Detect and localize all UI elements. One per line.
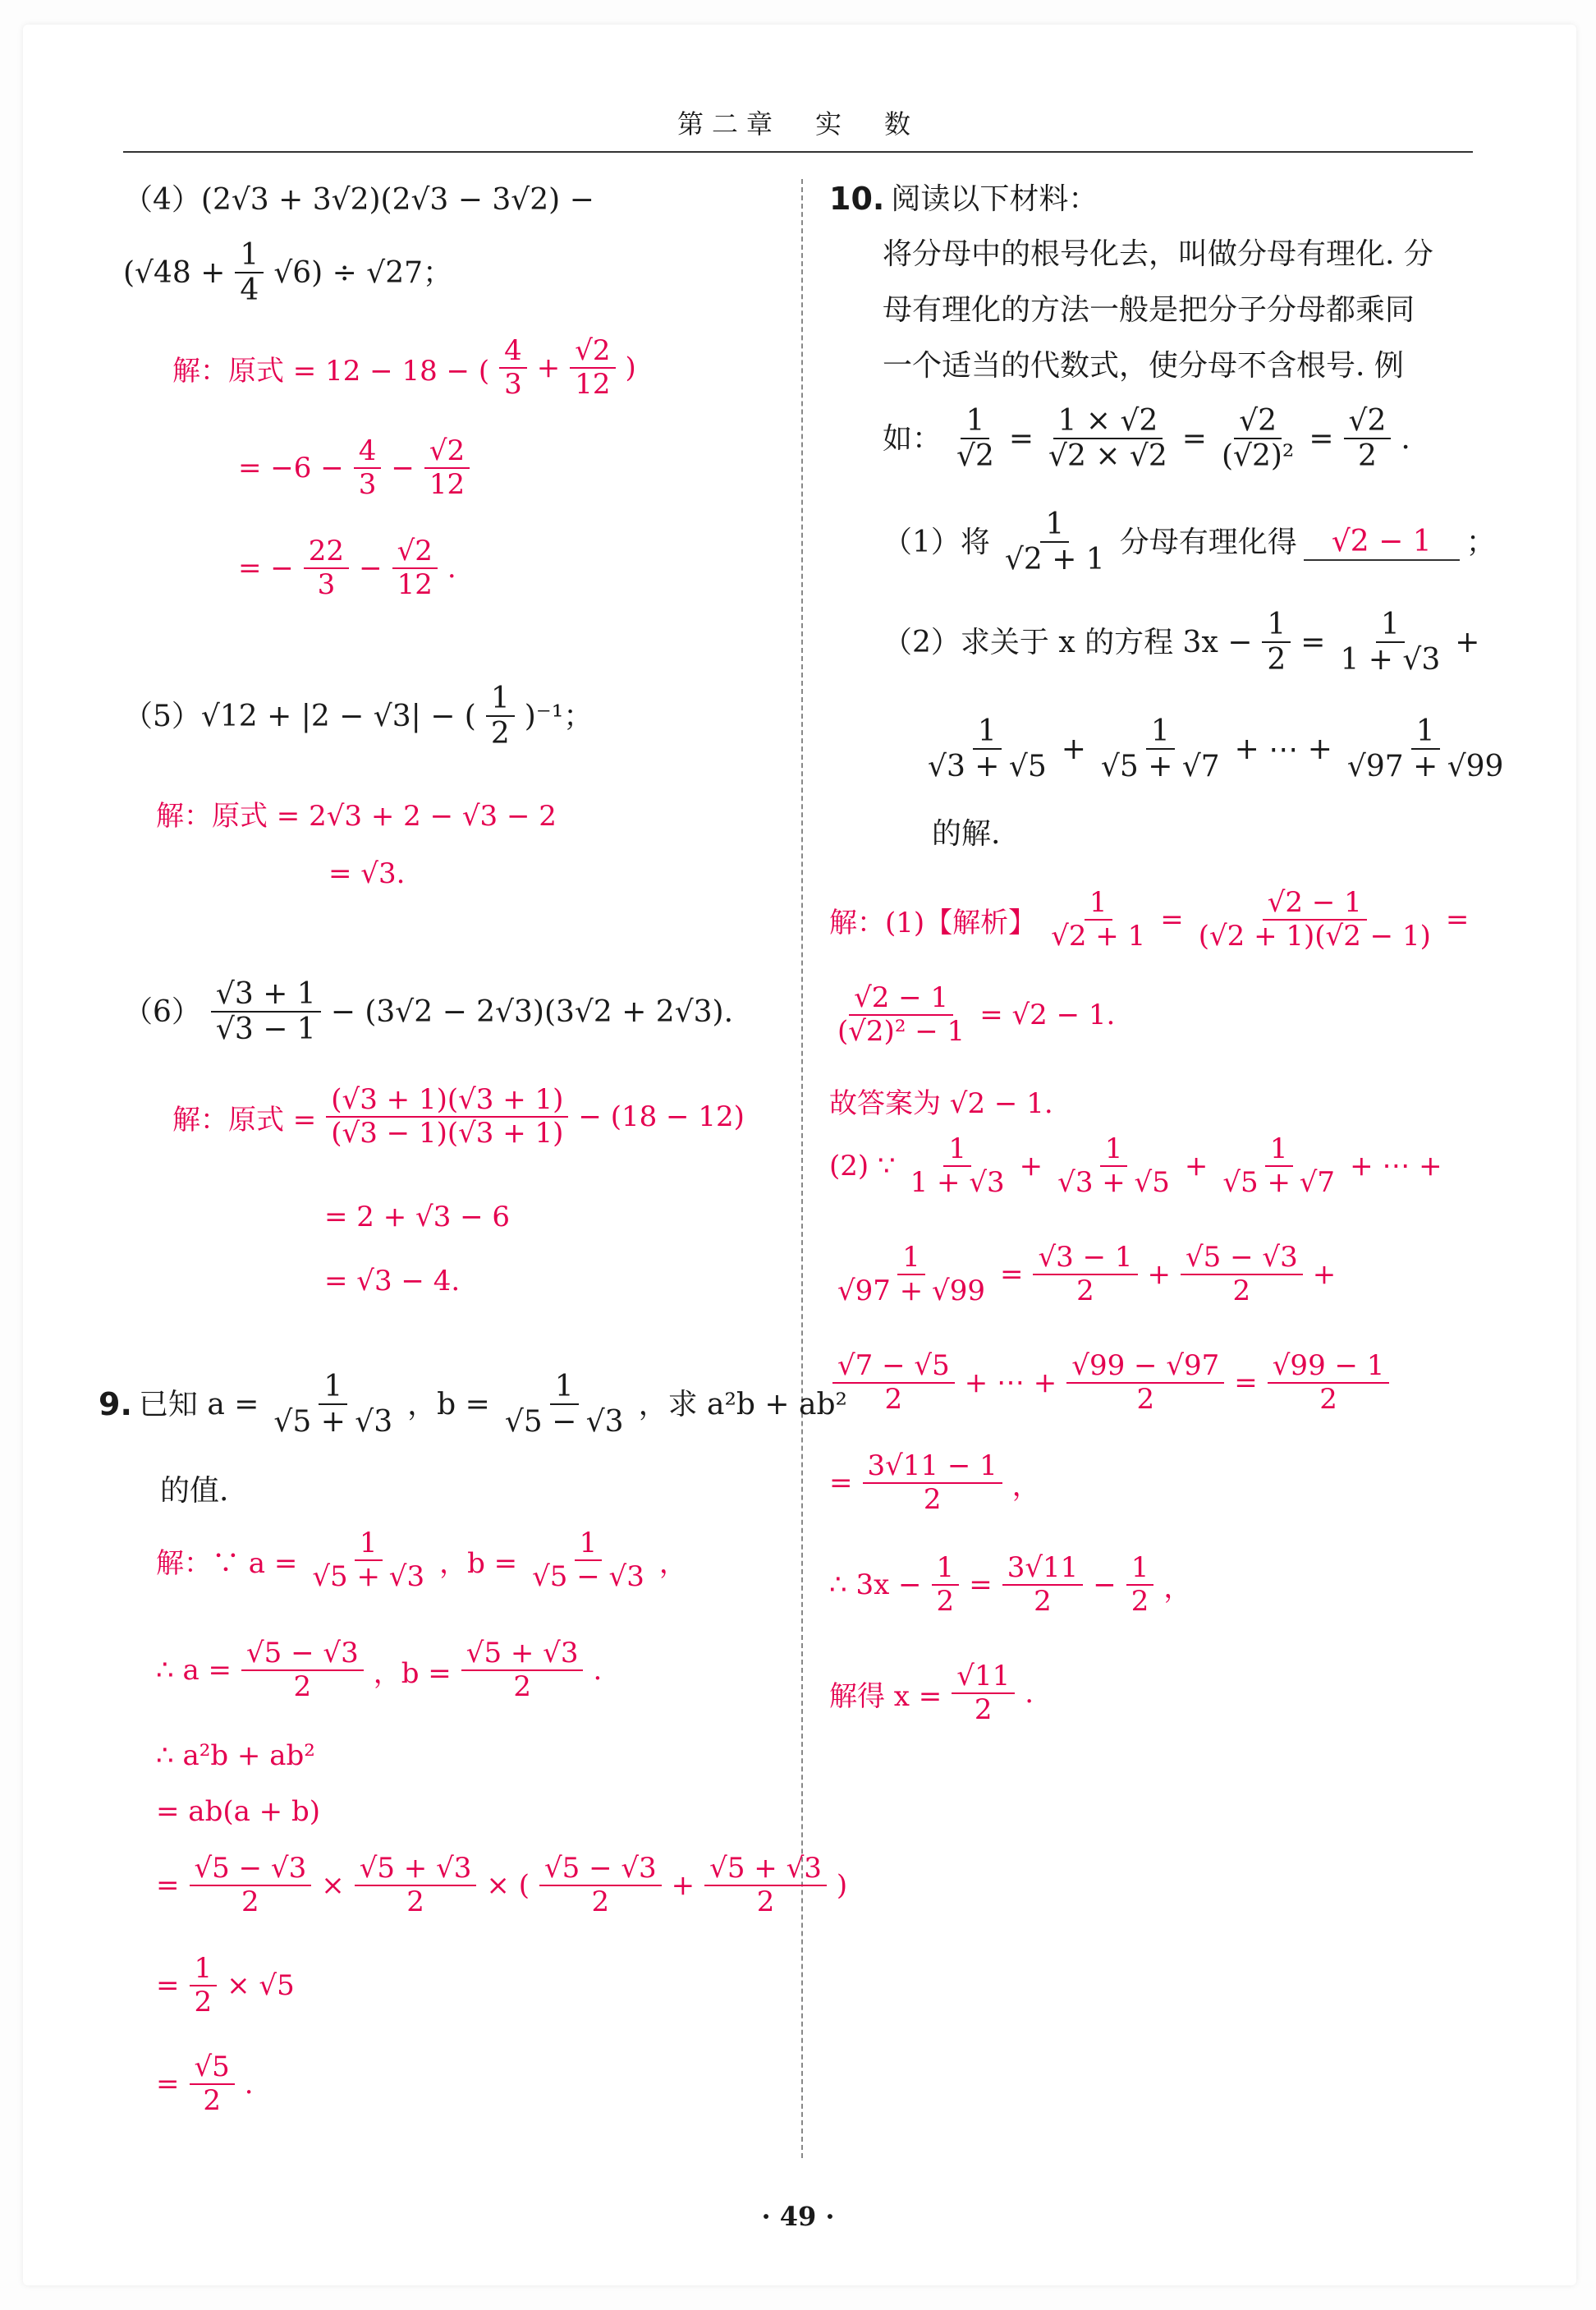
text: （1）将 xyxy=(883,525,990,559)
numerator: √5 + √3 xyxy=(704,1853,827,1886)
fraction xyxy=(1002,1552,1084,1618)
fraction xyxy=(326,1084,568,1150)
fraction xyxy=(355,1853,477,1918)
fraction xyxy=(211,977,321,1047)
denominator: √5 − √3 xyxy=(532,1560,644,1594)
denominator: 2 xyxy=(1357,439,1377,474)
text: ，b = xyxy=(407,1387,490,1421)
denominator: 2 xyxy=(936,1585,955,1619)
denominator: 2 xyxy=(1034,1585,1052,1619)
denominator: (√2 + 1)(√2 − 1) xyxy=(1198,920,1431,953)
fraction xyxy=(268,1370,397,1440)
text: = xyxy=(1234,1366,1258,1400)
problem-9-answer-2 xyxy=(156,1637,772,1703)
numerator: 1 xyxy=(575,1527,603,1561)
fraction xyxy=(906,1133,1010,1199)
text: = √2 − 1. xyxy=(979,999,1116,1032)
text: = xyxy=(1309,421,1334,456)
text: ∴ 3x − xyxy=(829,1568,922,1602)
text: = xyxy=(156,1969,180,2003)
text: = − xyxy=(238,552,294,586)
text: 如： xyxy=(883,421,942,456)
denominator: 2 xyxy=(194,1986,213,2019)
problem-4-answer-2 xyxy=(123,435,772,501)
numerator: 1 × √2 xyxy=(1053,404,1163,439)
numerator: √99 − √97 xyxy=(1066,1350,1224,1384)
denominator: √5 + √3 xyxy=(312,1560,425,1594)
text: × √5 xyxy=(227,1969,295,2003)
text: = xyxy=(1445,903,1470,937)
denominator: 1 + √3 xyxy=(1340,643,1441,677)
numerator: 4 xyxy=(354,435,382,469)
text: 已知 a = xyxy=(138,1387,259,1421)
numerator: 1 xyxy=(943,1133,971,1167)
fraction xyxy=(527,1527,649,1593)
problem-6-answer-2: = 2 + √3 − 6 xyxy=(324,1201,511,1233)
problem-10-answer-7 xyxy=(829,1450,1478,1516)
fraction xyxy=(1181,1242,1303,1307)
denominator: 3 xyxy=(317,568,336,602)
text: + xyxy=(536,351,561,385)
fraction xyxy=(500,1370,629,1440)
text: （2）求关于 x 的方程 3x − xyxy=(883,625,1253,659)
text: . xyxy=(447,552,456,586)
fraction xyxy=(832,1350,955,1416)
problem-9-question xyxy=(99,1370,847,1440)
problem-10-part-2-end: 的解. xyxy=(932,817,1001,851)
problem-10-answer-2 xyxy=(829,982,1478,1048)
text: 解：(1)【解析】 xyxy=(829,906,1037,939)
fraction xyxy=(424,435,470,501)
problem-6-answer-3: = √3 − 4. xyxy=(324,1265,461,1297)
fraction xyxy=(539,1853,662,1918)
fraction xyxy=(499,335,527,401)
fraction xyxy=(1033,1242,1137,1307)
numerator: 1 xyxy=(1262,608,1291,643)
fraction xyxy=(952,1660,1015,1726)
text: − xyxy=(359,552,383,586)
numerator: 1 xyxy=(486,682,515,717)
question-number: 10. xyxy=(829,181,885,217)
text: ，b = xyxy=(439,1546,518,1580)
text: 阅读以下材料： xyxy=(891,182,1098,217)
chapter-header: 第二章 实 数 xyxy=(123,100,1473,153)
fraction xyxy=(1344,404,1392,474)
numerator: √99 − 1 xyxy=(1268,1350,1390,1384)
fraction xyxy=(190,2051,235,2117)
text: × xyxy=(321,1869,345,1903)
text: + ⋯ + xyxy=(1234,732,1332,766)
text: ) xyxy=(836,1869,848,1903)
denominator: 2 xyxy=(1267,643,1286,677)
numerator: 1 xyxy=(961,404,989,439)
fraction xyxy=(190,1853,312,1918)
denominator: √3 − 1 xyxy=(215,1013,316,1047)
denominator: 2 xyxy=(756,1885,775,1919)
text: = xyxy=(156,1869,180,1903)
fraction xyxy=(1194,887,1436,953)
problem-10-answer-3: 故答案为 √2 − 1. xyxy=(829,1087,1053,1120)
text: 分母有理化得 xyxy=(1119,525,1297,559)
denominator: 12 xyxy=(429,468,466,502)
text: − xyxy=(391,452,415,485)
text: 解：∵ a = xyxy=(156,1546,298,1580)
denominator: 3 xyxy=(358,468,377,502)
text: = xyxy=(1008,421,1034,456)
denominator: √3 + √5 xyxy=(1057,1166,1170,1200)
denominator: (√3 − 1)(√3 + 1) xyxy=(331,1117,564,1150)
fraction xyxy=(832,982,970,1048)
answer-blank: √2 − 1 xyxy=(1304,524,1460,561)
fraction xyxy=(392,535,438,601)
text: + xyxy=(1312,1258,1337,1292)
text: + ⋯ + xyxy=(964,1366,1057,1400)
numerator: √5 − √3 xyxy=(241,1637,364,1671)
fraction xyxy=(832,1242,990,1307)
denominator: 2 xyxy=(923,1483,942,1517)
numerator: √2 xyxy=(570,335,615,369)
problem-10-title xyxy=(829,181,1478,218)
text: = xyxy=(156,2068,180,2101)
fraction xyxy=(1066,1350,1224,1416)
denominator: 2 xyxy=(974,1693,993,1727)
denominator: 2 xyxy=(1076,1274,1094,1308)
denominator: 2 xyxy=(1130,1585,1149,1619)
fraction xyxy=(235,238,264,308)
problem-10-answer-4 xyxy=(829,1133,1478,1199)
fraction xyxy=(1126,1552,1154,1618)
page-number: · 49 · xyxy=(761,2201,835,2232)
text: ， xyxy=(1163,1571,1192,1605)
denominator: √5 + √3 xyxy=(273,1405,393,1440)
numerator: 1 xyxy=(932,1552,960,1586)
problem-4-answer-3 xyxy=(123,535,772,601)
problem-10-answer-5 xyxy=(829,1242,1478,1307)
text: (√48 + xyxy=(123,255,226,290)
denominator: √2 + 1 xyxy=(1004,543,1105,577)
numerator: (√3 + 1)(√3 + 1) xyxy=(326,1084,568,1118)
problem-10-answer-8 xyxy=(829,1552,1478,1618)
numerator: √5 − √3 xyxy=(190,1853,312,1886)
text: ， xyxy=(1011,1469,1040,1503)
text: . xyxy=(244,2068,254,2101)
fraction xyxy=(1046,887,1150,953)
fraction xyxy=(1096,714,1225,784)
problem-10-part-1 xyxy=(883,507,1496,577)
numerator: √5 + √3 xyxy=(355,1853,477,1886)
numerator: √2 xyxy=(424,435,470,469)
denominator: √5 + √7 xyxy=(1100,750,1220,784)
text: . xyxy=(593,1654,603,1688)
denominator: 2 xyxy=(241,1885,259,1919)
text: + xyxy=(671,1869,695,1903)
denominator: 2 xyxy=(293,1670,312,1704)
text: . xyxy=(1025,1677,1034,1711)
fraction xyxy=(1218,1133,1340,1199)
fraction xyxy=(1043,404,1172,474)
numerator: √2 xyxy=(1344,404,1392,439)
denominator: 3 xyxy=(504,368,522,402)
denominator: √2 xyxy=(956,439,994,474)
problem-9-answer-6 xyxy=(156,1953,772,2018)
numerator: 1 xyxy=(897,1242,925,1275)
problem-9-answer-7 xyxy=(156,2051,772,2117)
numerator: 3√11 − 1 xyxy=(863,1450,1002,1484)
problem-10-material-3: 一个适当的代数式，使分母不含根号. 例 xyxy=(883,349,1404,383)
text: + xyxy=(1147,1258,1172,1292)
problem-10-part-2-continued xyxy=(920,714,1504,784)
problem-10-material-2: 母有理化的方法一般是把分子分母都乘同 xyxy=(883,293,1415,327)
text: ) xyxy=(625,351,636,385)
numerator: 1 xyxy=(973,714,1002,750)
numerator: 4 xyxy=(499,335,527,369)
text: + xyxy=(1061,732,1086,766)
text: = xyxy=(969,1568,993,1602)
fraction xyxy=(1335,608,1445,677)
problem-10-answer-9 xyxy=(829,1660,1478,1726)
text: − xyxy=(1093,1568,1117,1602)
problem-10-part-2 xyxy=(883,608,1478,677)
numerator: 1 xyxy=(1040,507,1069,543)
numerator: √5 − √3 xyxy=(539,1853,662,1886)
problem-4-line-2 xyxy=(123,238,772,308)
numerator: 1 xyxy=(355,1527,383,1561)
problem-9-answer-3: ∴ a²b + ab² xyxy=(156,1739,315,1772)
text: = xyxy=(1181,421,1207,456)
text: + xyxy=(1019,1150,1043,1183)
numerator: 1 xyxy=(1411,714,1440,750)
denominator: (√2)² xyxy=(1221,439,1295,474)
fraction xyxy=(863,1450,1002,1516)
denominator: 2 xyxy=(513,1670,531,1704)
fraction xyxy=(304,535,349,601)
question-number: 9. xyxy=(99,1385,132,1422)
fraction xyxy=(923,714,1052,784)
denominator: 12 xyxy=(397,568,433,602)
fraction xyxy=(1217,404,1299,474)
fraction xyxy=(1000,507,1110,577)
denominator: √2 × √2 xyxy=(1048,439,1167,474)
problem-4-answer-1 xyxy=(123,335,772,401)
problem-9-question-2: 的值. xyxy=(160,1474,229,1508)
text: （6） xyxy=(123,994,201,1029)
text: = xyxy=(1160,903,1184,937)
text: − (3√2 − 2√3)(3√2 + 2√3). xyxy=(330,994,734,1029)
denominator: 12 xyxy=(575,368,611,402)
text: . xyxy=(1401,421,1410,456)
fraction xyxy=(354,435,382,501)
numerator: 1 xyxy=(1126,1552,1154,1586)
problem-10-answer-1 xyxy=(829,887,1478,953)
numerator: 1 xyxy=(1085,887,1112,921)
fraction xyxy=(1053,1133,1175,1199)
text: = xyxy=(999,1258,1024,1292)
numerator: √2 xyxy=(392,535,438,569)
numerator: 1 xyxy=(1265,1133,1293,1167)
text: √6) ÷ √27； xyxy=(273,255,453,290)
denominator: 2 xyxy=(1232,1274,1251,1308)
text: + xyxy=(1455,625,1480,659)
numerator: 1 xyxy=(1146,714,1175,750)
fraction xyxy=(461,1637,584,1703)
numerator: 1 xyxy=(550,1370,579,1405)
problem-10-example xyxy=(883,404,1478,474)
text: 解：原式 = xyxy=(172,1103,317,1137)
numerator: 1 xyxy=(1100,1133,1128,1167)
problem-5-question xyxy=(123,682,772,751)
numerator: √2 xyxy=(1234,404,1282,439)
fraction xyxy=(190,1953,218,2018)
numerator: √3 − 1 xyxy=(1033,1242,1137,1275)
numerator: 22 xyxy=(304,535,349,569)
numerator: √5 xyxy=(190,2051,235,2085)
numerator: 1 xyxy=(190,1953,218,1986)
text: + xyxy=(1184,1150,1208,1183)
numerator: 1 xyxy=(1376,608,1405,643)
text: = −6 − xyxy=(238,452,344,485)
denominator: √97 + √99 xyxy=(837,1274,985,1308)
denominator: 1 + √3 xyxy=(910,1166,1005,1200)
numerator: √5 − √3 xyxy=(1181,1242,1303,1275)
numerator: √2 − 1 xyxy=(1263,887,1367,921)
numerator: √2 − 1 xyxy=(849,982,953,1016)
fraction xyxy=(1342,714,1509,784)
denominator: √97 + √99 xyxy=(1346,750,1504,784)
text: （5）√12 + |2 − √3| − ( xyxy=(123,699,476,733)
denominator: √5 − √3 xyxy=(504,1405,624,1440)
fraction xyxy=(1262,608,1291,677)
numerator: √7 − √5 xyxy=(832,1350,955,1384)
text: 解：原式 = 12 − 18 − ( xyxy=(172,354,490,388)
fraction xyxy=(307,1527,429,1593)
denominator: 2 xyxy=(490,717,510,751)
text: ； xyxy=(1465,525,1496,559)
problem-6-answer-1 xyxy=(123,1084,772,1150)
text: − (18 − 12) xyxy=(578,1100,745,1134)
text: ∴ a = xyxy=(156,1654,232,1688)
denominator: 2 xyxy=(203,2084,221,2118)
text: 解得 x = xyxy=(829,1679,942,1713)
problem-9-answer-4: = ab(a + b) xyxy=(156,1795,320,1828)
text: = xyxy=(829,1467,853,1500)
denominator: √5 + √7 xyxy=(1222,1166,1336,1200)
problem-5-answer-2: = √3. xyxy=(328,857,406,890)
fraction xyxy=(952,404,999,474)
problem-5-answer-1: 解：原式 = 2√3 + 2 − √3 − 2 xyxy=(156,800,557,833)
fraction xyxy=(932,1552,960,1618)
text: ，b = xyxy=(373,1656,452,1690)
text: (2) ∵ xyxy=(829,1150,896,1183)
problem-9-answer-1 xyxy=(156,1527,772,1593)
fraction xyxy=(1268,1350,1390,1416)
fraction xyxy=(486,682,515,751)
fraction xyxy=(704,1853,827,1918)
problem-6-question xyxy=(123,977,772,1047)
numerator: √11 xyxy=(952,1660,1015,1694)
text: ， xyxy=(658,1546,687,1580)
denominator: 2 xyxy=(591,1885,610,1919)
denominator: 2 xyxy=(1136,1383,1155,1417)
numerator: 3√11 xyxy=(1002,1552,1084,1586)
denominator: 2 xyxy=(884,1383,903,1417)
denominator: 4 xyxy=(240,273,259,308)
text: × ( xyxy=(486,1869,530,1903)
denominator: 2 xyxy=(406,1885,424,1919)
denominator: (√2)² − 1 xyxy=(837,1015,965,1049)
denominator: √3 + √5 xyxy=(928,750,1047,784)
fraction xyxy=(570,335,615,401)
text: )⁻¹； xyxy=(524,699,594,733)
text: ，求 a²b + ab² xyxy=(638,1387,847,1421)
problem-10-answer-6 xyxy=(829,1350,1478,1416)
denominator: √2 + 1 xyxy=(1051,920,1146,953)
denominator: 2 xyxy=(1319,1383,1337,1417)
numerator: √3 + 1 xyxy=(211,977,321,1013)
fraction xyxy=(241,1637,364,1703)
problem-9-answer-5 xyxy=(156,1852,848,1919)
numerator: 1 xyxy=(319,1370,347,1405)
problem-10-material-1: 将分母中的根号化去，叫做分母有理化. 分 xyxy=(883,237,1433,271)
problem-4-line-1: （4）(2√3 + 3√2)(2√3 − 3√2) − xyxy=(123,183,594,217)
numerator: √5 + √3 xyxy=(461,1637,584,1671)
numerator: 1 xyxy=(235,238,264,273)
text: + ⋯ + xyxy=(1350,1150,1442,1183)
text: = xyxy=(1300,625,1326,659)
